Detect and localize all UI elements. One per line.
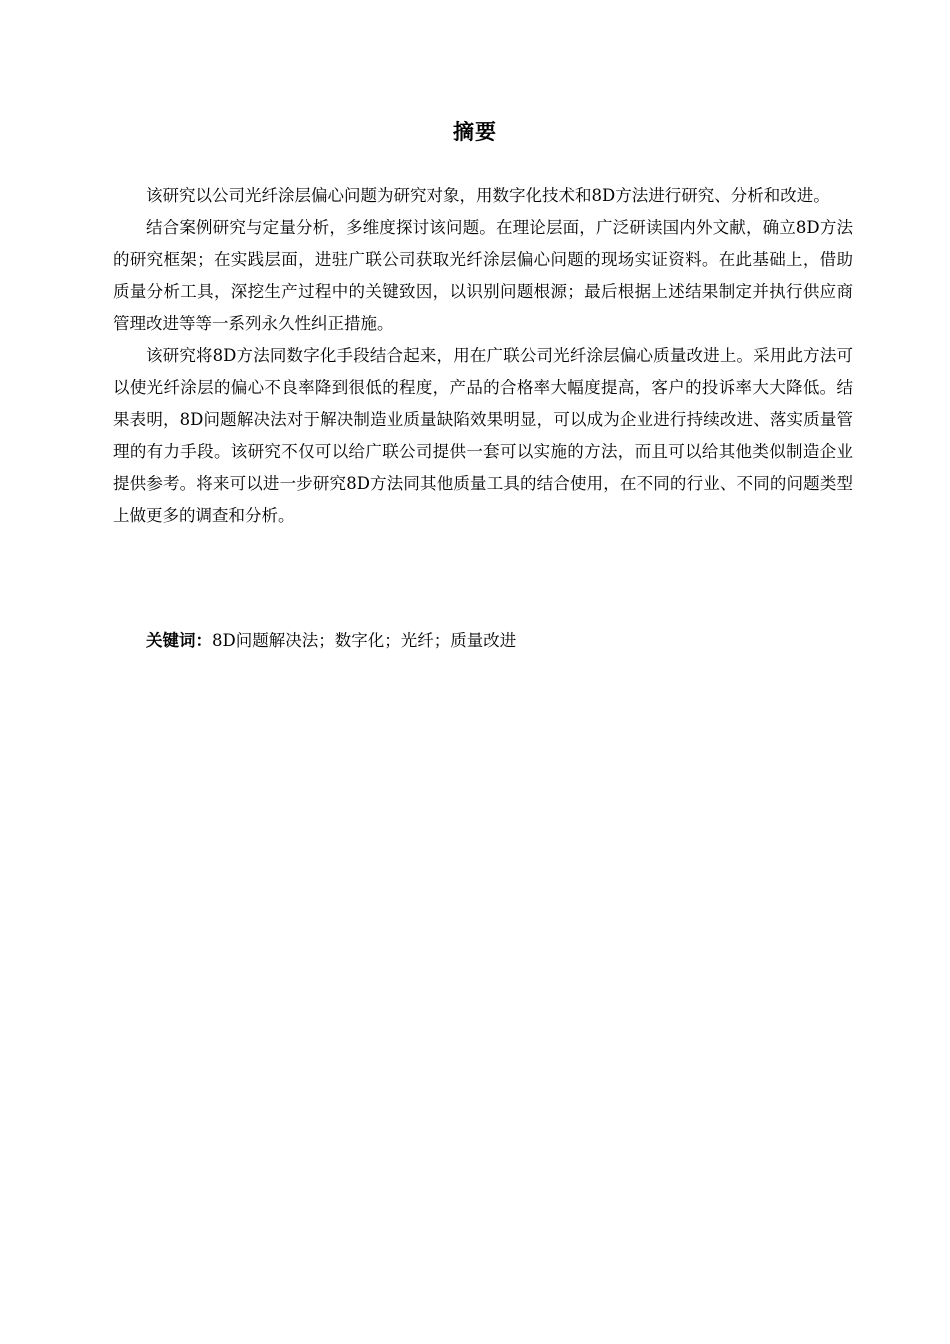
abstract-paragraph-3: 该研究将8D方法同数字化手段结合起来，用在广联公司光纤涂层偏心质量改进上。采用此方法可以使光纤涂层的偏心不良率降到很低的程度，产品的合格率大幅度提高，客户的投诉率大大降低。结果表明，8D问题解决法对于解决制造业质量缺陷效果明显，可以成为企业进行持续改进、落实质量管理的有力手段。该研究不仅可以给广联公司提供一套可以实施的方法，而且可以给其他类似制造企业提供参考。将来可以进一步研究8D方法同其他质量工具的结合使用，在不同的行业、不同的问题类型上做更多的调查和分析。 xyxy=(113,346,853,525)
abstract-body xyxy=(113,180,853,532)
keywords-line xyxy=(113,625,853,657)
page-title: 摘要 xyxy=(453,120,497,144)
abstract-paragraph-1: 该研究以公司光纤涂层偏心问题为研究对象，用数字化技术和8D方法进行研究、分析和改进。 xyxy=(146,186,830,205)
abstract-paragraph-2: 结合案例研究与定量分析，多维度探讨该问题。在理论层面，广泛研读国内外文献，确立8D方法的研究框架；在实践层面，进驻广联公司获取光纤涂层偏心问题的现场实证资料。在此基础上，借助质量分析工具，深挖生产过程中的关键致因，以识别问题根源；最后根据上述结果制定并执行供应商管理改进等等一系列永久性纠正措施。 xyxy=(113,218,853,333)
keywords-label: 关键词： xyxy=(146,631,212,650)
keywords-value: 8D问题解决法；数字化；光纤；质量改进 xyxy=(212,631,517,650)
